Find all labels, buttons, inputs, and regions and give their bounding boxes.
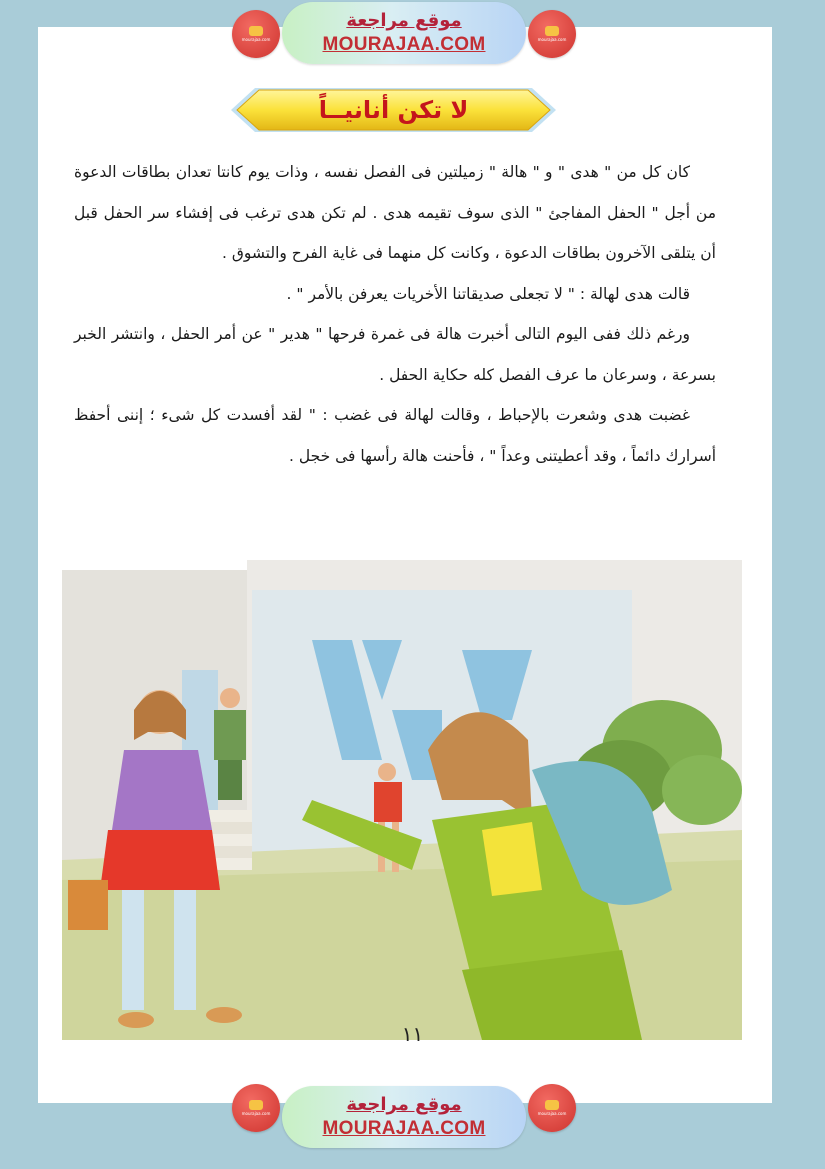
watermark-logo-badge [528, 10, 576, 58]
watermark-link[interactable]: MOURAJAA.COM [322, 1118, 486, 1139]
watermark-arabic: موقع مراجعة [346, 1094, 462, 1115]
logo-icon [249, 26, 263, 36]
watermark-logo-badge [232, 10, 280, 58]
badge-text: mourajaa.com [537, 1111, 567, 1116]
watermark-arabic: موقع مراجعة [346, 10, 462, 31]
watermark-logo-badge [232, 1084, 280, 1132]
paragraph-1: كان كل من " هدى " و " هالة " زميلتين فى الفصل نفسه ، وذات يوم كانتا تعدان بطاقات الدعوة من أجل " الحفل المفاجئ " الذى سوف تقيمه هدى . لم تكن هدى ترغب فى إفشاء سر الحفل قبل أن يتلقى الآخرون بطاقات الدعوة ، وكانت كل منهما فى غاية الفرح والتشوق . [74, 163, 716, 262]
story-text [74, 152, 716, 476]
paragraph-3: ورغم ذلك ففى اليوم التالى أخبرت هالة فى غمرة فرحها " هدير " عن أمر الحفل ، وانتشر الخبر بسرعة ، وسرعان ما عرف الفصل كله حكاية الحفل . [74, 325, 716, 384]
badge-text: mourajaa.com [537, 37, 567, 42]
watermark-logo-badge [528, 1084, 576, 1132]
watermark-link[interactable]: MOURAJAA.COM [322, 34, 486, 55]
watermark-banner-top[interactable] [282, 2, 526, 64]
badge-text: mourajaa.com [241, 37, 271, 42]
watermark-banner-bottom[interactable] [282, 1086, 526, 1148]
logo-icon [545, 1100, 559, 1110]
illustration-image [62, 560, 742, 1040]
page-number: ١١ [401, 1022, 424, 1046]
logo-icon [249, 1100, 263, 1110]
paragraph-2: قالت هدى لهالة : " لا تجعلى صديقاتنا الأخريات يعرفن بالأمر " . [286, 284, 690, 303]
page-title: لا تكن أنانيــاً [318, 96, 469, 124]
badge-text: mourajaa.com [241, 1111, 271, 1116]
story-illustration [62, 560, 742, 1044]
title-ribbon [231, 84, 556, 136]
paragraph-4: غضبت هدى وشعرت بالإحباط ، وقالت لهالة فى غضب : " لقد أفسدت كل شىء ؛ إننى أحفظ أسرارك دائماً ، وقد أعطيتنى وعداً " ، فأحنت هالة رأسها فى خجل . [74, 406, 716, 465]
logo-icon [545, 26, 559, 36]
